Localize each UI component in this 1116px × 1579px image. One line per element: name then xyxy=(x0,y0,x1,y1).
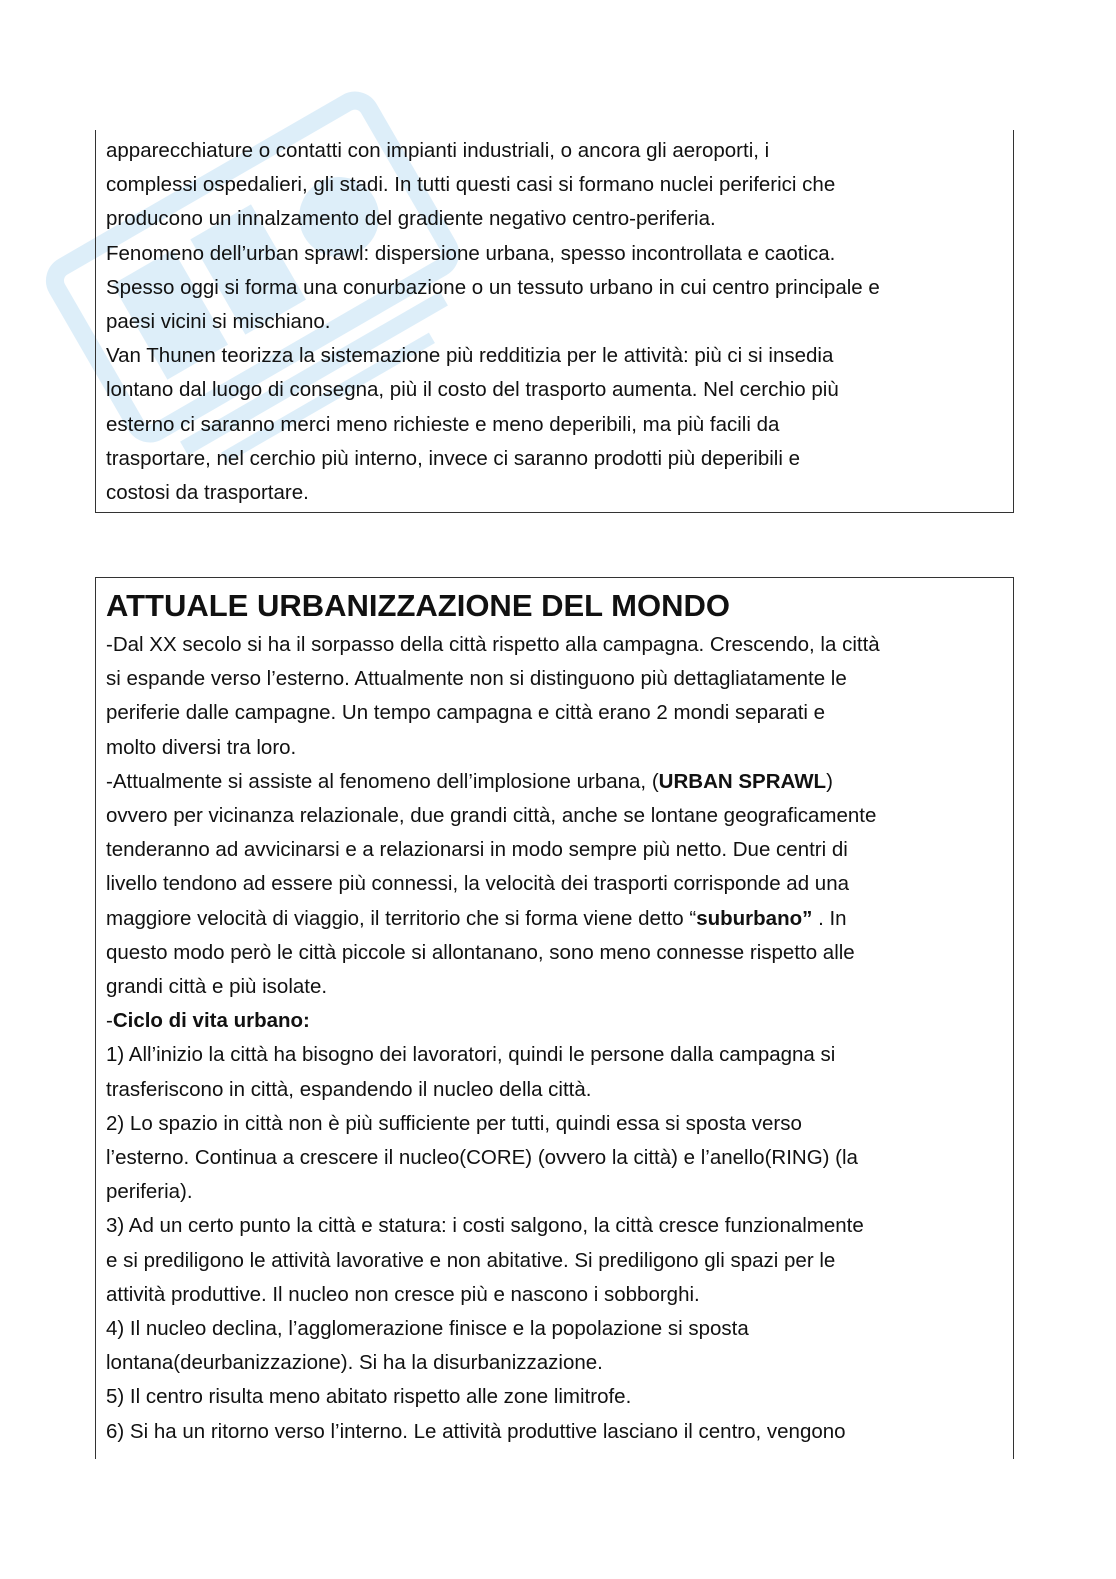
text-span: ) xyxy=(826,769,833,793)
list-item-line: attività produttive. Il nucleo non cresce più e nascono i sobborghi. xyxy=(106,1282,700,1306)
paragraph-line: Van Thunen teorizza la sistemazione più redditizia per le attività: più ci si insedia xyxy=(106,344,834,368)
list-item-line: 4) Il nucleo declina, l’agglomerazione finisce e la popolazione si sposta xyxy=(106,1317,749,1341)
text-span: - xyxy=(106,1009,113,1033)
paragraph-line: paesi vicini si mischiano. xyxy=(106,310,331,334)
paragraph-line-urban-sprawl xyxy=(106,765,1003,799)
paragraph-line: si espande verso l’esterno. Attualmente non si distinguono più dettagliatamente le xyxy=(106,667,847,691)
paragraph-line: -Dal XX secolo si ha il sorpasso della città rispetto alla campagna. Crescendo, la città xyxy=(106,633,880,656)
paragraph-line: Fenomeno dell’urban sprawl: dispersione urbana, spesso incontrollata e caotica. xyxy=(106,241,836,265)
paragraph-line: producono un innalzamento del gradiente negativo centro-periferia. xyxy=(106,207,716,231)
paragraph-line-suburbano xyxy=(106,902,1003,936)
list-item-line: lontana(deurbanizzazione). Si ha la disurbanizzazione. xyxy=(106,1351,603,1375)
text-span: -Attualmente si assiste al fenomeno dell’implosione urbana, ( xyxy=(106,769,659,793)
paragraph-line: molto diversi tra loro. xyxy=(106,735,297,759)
paragraph-line: tenderanno ad avvicinarsi e a relazionarsi in modo sempre più netto. Due centri di xyxy=(106,838,848,862)
list-item-line: 6) Si ha un ritorno verso l’interno. Le attività produttive lasciano il centro, vengono xyxy=(106,1419,846,1443)
list-item-line: 2) Lo spazio in città non è più sufficiente per tutti, quindi essa si sposta verso xyxy=(106,1111,802,1135)
paragraph-line: questo modo però le città piccole si allontanano, sono meno connesse rispetto alle xyxy=(106,940,855,964)
text-box-continuation xyxy=(95,130,1014,513)
paragraph-line: ovvero per vicinanza relazionale, due grandi città, anche se lontane geograficamente xyxy=(106,804,877,828)
paragraph-line: trasportare, nel cerchio più interno, invece ci saranno prodotti più deperibili e xyxy=(106,446,800,470)
paragraph-line-cycle-heading xyxy=(106,1004,1003,1038)
list-item-line: e si prediligono le attività lavorative e non abitative. Si prediligono gli spazi per le xyxy=(106,1248,836,1272)
bold-term-ciclo-di-vita: Ciclo di vita urbano: xyxy=(112,1009,310,1033)
text-box-urbanization xyxy=(95,577,1014,1459)
list-item-line: 5) Il centro risulta meno abitato rispetto alle zone limitrofe. xyxy=(106,1385,632,1409)
paragraph-line: lontano dal luogo di consegna, più il costo del trasporto aumenta. Nel cerchio più xyxy=(106,378,839,402)
paragraph-line: grandi città e più isolate. xyxy=(106,975,328,999)
list-item-line: trasferiscono in città, espandendo il nucleo della città. xyxy=(106,1077,592,1101)
section-title: ATTUALE URBANIZZAZIONE DEL MONDO xyxy=(106,588,730,623)
paragraph-line: costosi da trasportare. xyxy=(106,481,309,505)
list-item-line: l’esterno. Continua a crescere il nucleo(CORE) (ovvero la città) e l’anello(RING) (la xyxy=(106,1146,858,1170)
paragraph-line: Spesso oggi si forma una conurbazione o un tessuto urbano in cui centro principale e xyxy=(106,275,880,299)
paragraph-line: esterno ci saranno merci meno richieste e meno deperibili, ma più facili da xyxy=(106,412,780,436)
paragraph-line: livello tendono ad essere più connessi, la velocità dei trasporti corrisponde ad una xyxy=(106,872,850,896)
list-item-line: 3) Ad un certo punto la città e statura: i costi salgono, la città cresce funzionalmente xyxy=(106,1214,864,1238)
text-span: maggiore velocità di viaggio, il territorio che si forma viene detto “ xyxy=(106,906,697,930)
bold-term-urban-sprawl: URBAN SPRAWL xyxy=(658,769,827,793)
paragraph-line: complessi ospedalieri, gli stadi. In tutti questi casi si formano nuclei periferici che xyxy=(106,173,836,197)
paragraph-line: apparecchiature o contatti con impianti industriali, o ancora gli aeroporti, i xyxy=(106,139,770,162)
paragraph-line: periferie dalle campagne. Un tempo campagna e città erano 2 mondi separati e xyxy=(106,701,826,725)
text-span: . In xyxy=(812,906,847,930)
list-item-line: periferia). xyxy=(106,1180,193,1204)
list-item-line: 1) All’inizio la città ha bisogno dei lavoratori, quindi le persone dalla campagna si xyxy=(106,1043,836,1067)
bold-term-suburbano: suburbano” xyxy=(696,906,813,930)
